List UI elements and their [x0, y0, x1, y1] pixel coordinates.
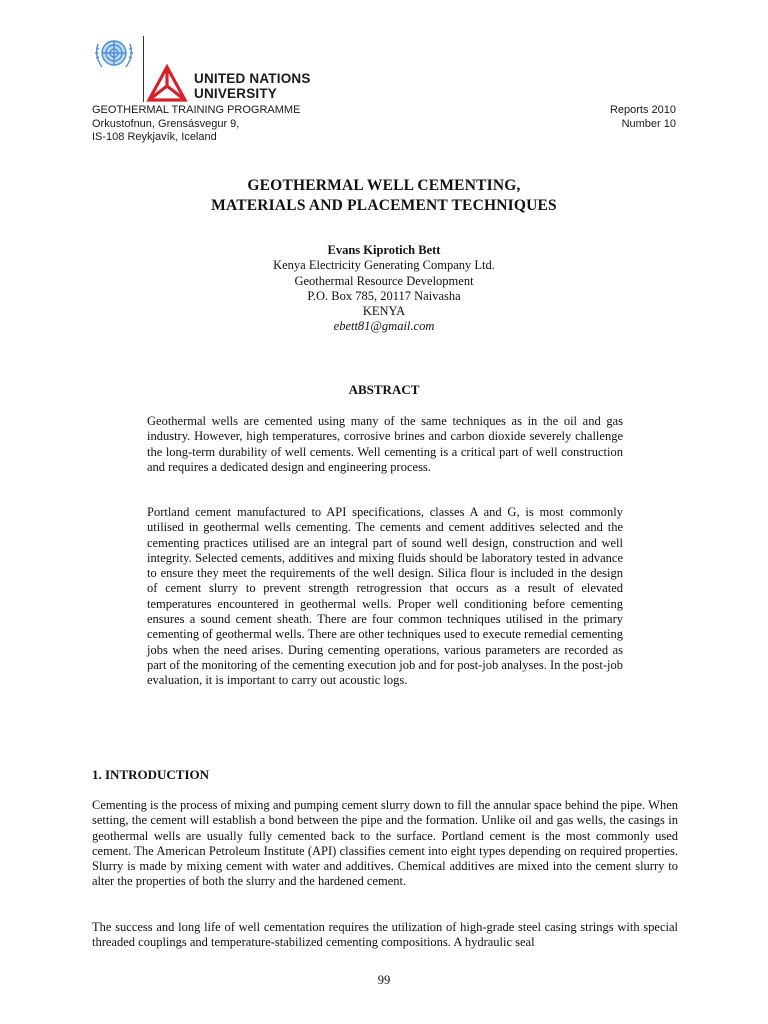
author-name: Evans Kiprotich Bett: [327, 243, 441, 257]
programme-address: [92, 104, 300, 145]
author-country: KENYA: [362, 304, 406, 319]
abstract-paragraph-1: Geothermal wells are cemented using many of the same techniques as in the oil and gas industry. However, high temperatures, corrosive brines and carbon dioxide severely challenge the long-term durability of well cements. Well cementing is a critical part of well construction and requires a dedicated design and engineering process.: [147, 414, 623, 474]
report-info: [610, 104, 676, 131]
institution-name: [194, 71, 311, 101]
title-line-1: GEOTHERMAL WELL CEMENTING,: [247, 177, 521, 194]
report-series: Reports 2010: [609, 104, 676, 116]
address-line-2: IS-108 Reykjavík, Iceland: [92, 131, 217, 143]
author-affiliation-2: Geothermal Resource Development: [294, 273, 474, 288]
page-number: 99: [377, 973, 391, 987]
unu-logo-icon: [146, 64, 188, 104]
abstract-paragraph-2: Portland cement manufactured to API specifications, classes A and G, is most commonly utilised in geothermal wells cementing. The cements and cement additives selected and the cementing practices utilised are an integral part of sound well design, construction and well integrity. Selected cements, additives and mixing fluids should be laboratory tested in advance to ensure they meet the requirements of the well design. Silica flour is included in the design of cement slurry to prevent strength retrogression that occurs as a result of elevated temperatures encountered in geothermal wells. Proper well conditioning before cementing ensures a sound cement sheath. There are four common techniques utilised in the primary cementing of geothermal wells. There are other techniques used to execute remedial cementing jobs when the need arises. During cementing operations, various parameters are recorded as part of the monitoring of the cementing execution job and for post-job analyses. In the post-job evaluation, it is important to carry out acoustic logs.: [147, 505, 623, 688]
programme-name: GEOTHERMAL TRAINING PROGRAMME: [92, 104, 301, 116]
address-line-1: Orkustofnun, Grensásvegur 9,: [92, 117, 240, 130]
introduction-paragraph-1: Cementing is the process of mixing and pumping cement slurry down to fill the annular space behind the pipe. When setting, the cement will establish a bond between the pipe and the formation. Unlike oil and gas wells, the casings in geothermal wells are usually fully cemented back to the surface. Portland cement is the most commonly used cement. The American Petroleum Institute (API) classifies cement into eight types depending on required properties. Slurry is made by mixing cement with water and additives. Chemical additives are mixed into the cement slurry to alter the properties of both the slurry and the hardened cement.: [92, 798, 678, 889]
author-email: ebett81@gmail.com: [333, 319, 435, 334]
logo-divider: [143, 36, 144, 102]
author-affiliation-1: Kenya Electricity Generating Company Ltd.: [273, 258, 495, 273]
report-number: Number 10: [621, 117, 676, 130]
author-block: [0, 243, 768, 335]
institution-line-1: UNITED NATIONS: [194, 71, 311, 86]
un-emblem-icon: [92, 34, 136, 74]
institution-line-2: UNIVERSITY: [194, 86, 278, 101]
introduction-paragraph-2: The success and long life of well cementation requires the utilization of high-grade steel casing strings with special threaded couplings and temperature-stabilized cementing compositions. A hydraulic seal: [92, 920, 678, 950]
abstract-heading: ABSTRACT: [348, 382, 420, 397]
title-line-2: MATERIALS AND PLACEMENT TECHNIQUES: [211, 197, 557, 214]
introduction-heading: 1. INTRODUCTION: [92, 767, 210, 782]
author-address: P.O. Box 785, 20117 Naivasha: [307, 288, 461, 303]
paper-title: [0, 176, 768, 216]
